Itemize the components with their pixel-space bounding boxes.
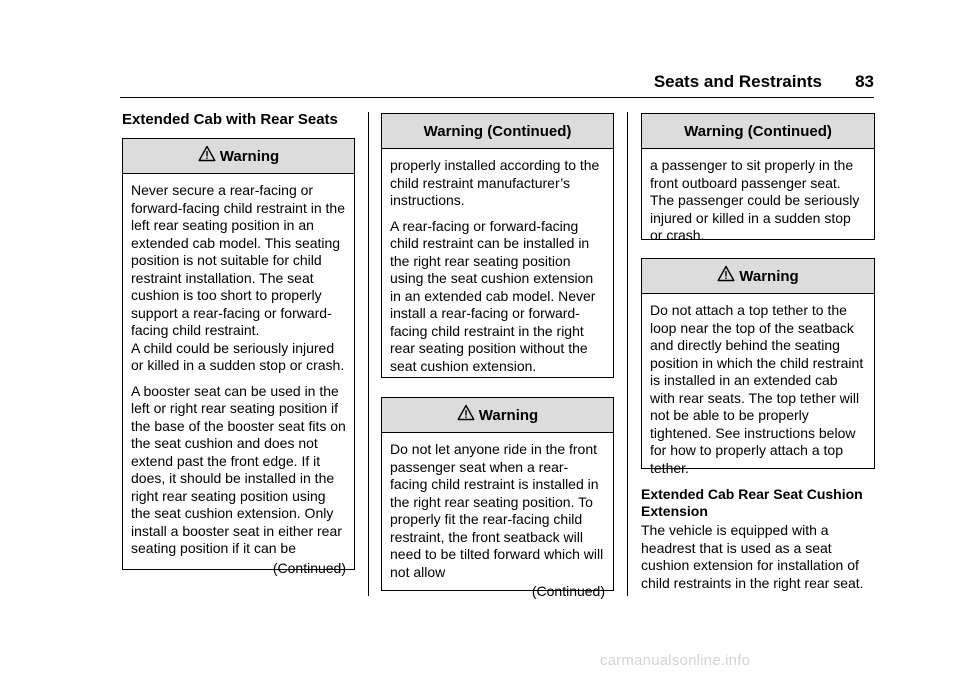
warning-text-line: Never secure a rear-facing or forward-facing child restraint in the left rear seating position in an extended cab model. This seating position is not suitable for child restraint installation. The seat cushion is too short to properly support a rear-facing or forward-facing child restraint. — [131, 182, 345, 338]
warning-box-3 — [641, 258, 875, 476]
section-title: Seats and Restraints — [653, 72, 822, 91]
warning-body — [382, 433, 613, 604]
warning-continued-body — [642, 149, 874, 249]
continued-label: (Continued) — [531, 583, 605, 599]
warning-continued-heading: Warning (Continued) — [382, 114, 613, 149]
warning-text-line: a passenger to sit properly in the front outboard passenger seat. The passenger could be seriously injured or killed in a sudden stop or crash. — [650, 157, 860, 243]
page-number: 83 — [855, 72, 874, 91]
subsection-heading: Extended Cab Rear Seat Cushion Extension — [641, 486, 863, 519]
warning-continued-box-3 — [641, 113, 875, 243]
body-paragraph: The vehicle is equipped with a headrest that is used as a seat cushion extension for installation of child restraints in the right rear seat. — [641, 522, 864, 591]
warning-heading-label: Warning — [219, 147, 280, 165]
warning-icon — [457, 404, 475, 422]
warning-continued-body — [382, 149, 613, 379]
section-heading: Extended Cab with Rear Seats — [122, 111, 338, 128]
warning-body — [123, 174, 354, 581]
warning-icon — [717, 265, 735, 283]
warning-heading — [123, 139, 354, 174]
warning-text-line: properly installed according to the child restraint manufacturer’s instructions. — [390, 157, 600, 208]
warning-text-line: Do not let anyone ride in the front passenger seat when a rear-facing child restraint is installed in the right rear seating position. To properly fit the rear-facing child restraint, the front seatback will need to be tilted forward which will not allow — [390, 441, 604, 580]
page-header — [120, 72, 874, 98]
warning-heading — [382, 398, 613, 433]
warning-heading — [642, 259, 874, 294]
warning-box-2 — [381, 397, 614, 599]
warning-text-line: Do not attach a top tether to the loop near the top of the seatback and directly behind the seating position in which the child restraint is installed in an extended cab with rear seats. The top tether will not be able to be properly tightened. See instructions below for how to properly attach a top tether. — [650, 302, 864, 476]
column-divider-right — [627, 112, 628, 596]
warning-continued-box-2 — [381, 113, 614, 378]
column-divider-left — [368, 112, 369, 596]
warning-heading-label: Warning — [739, 267, 799, 285]
warning-text-line: A rear-facing or forward-facing child restraint can be installed in the right rear seating position using the seat cushion extension in an extended cab model. Never install a rear-facing or forward-facing child restraint in the right rear seating position without the seat cushion extension. — [390, 217, 596, 374]
warning-continued-heading: Warning (Continued) — [642, 114, 874, 149]
watermark: carmanualsonline.info — [600, 652, 751, 669]
warning-text-line: A child could be seriously injured or killed in a sudden stop or crash. — [131, 339, 345, 373]
warning-body — [642, 294, 874, 481]
warning-box-1 — [122, 138, 355, 576]
continued-label: (Continued) — [272, 559, 346, 576]
warning-text-line: A booster seat can be used in the left or right rear seating position if the base of the booster seat fits on the seat cushion and does not extend past the front edge. If it does, it should be installed in the right rear seating position using the seat cushion extension. Only install a booster seat in either rear seating position if it can be — [131, 382, 346, 556]
warning-icon — [198, 145, 216, 163]
warning-heading-label: Warning — [478, 406, 539, 424]
